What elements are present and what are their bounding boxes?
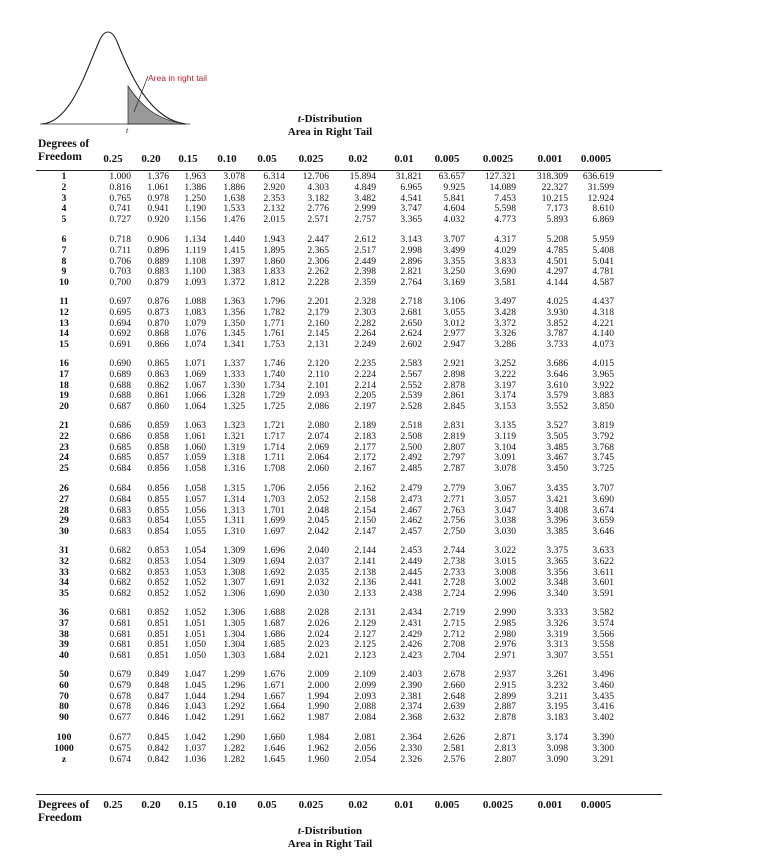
critical-values-col-3: 1.309 1.309 1.308 1.307 1.306 [223, 545, 245, 600]
footer-alpha-0: 0.25 [103, 799, 123, 811]
critical-values-col-8: 2.626 2.581 2.576 [443, 732, 465, 765]
dof-header-label: Degrees of Freedom [38, 138, 90, 163]
critical-values-col-11: 3.496 3.460 3.435 3.416 3.402 [592, 669, 614, 724]
footer-alpha-4: 0.05 [257, 799, 277, 811]
critical-values-col-7: 3.143 2.998 2.896 2.821 2.764 [400, 234, 422, 289]
header-alpha-6: 0.02 [348, 153, 368, 165]
dof-values: 16 17 18 19 20 [59, 358, 69, 413]
critical-values-col-3: 1.363 1.356 1.350 1.345 1.341 [223, 296, 245, 351]
critical-values-col-0: 0.684 0.684 0.683 0.683 0.683 [109, 483, 131, 538]
critical-values-col-4: 1.660 1.646 1.645 [263, 732, 285, 765]
header-alpha-4: 0.05 [257, 153, 277, 165]
critical-values-col-6: 2.612 2.517 2.449 2.398 2.359 [354, 234, 376, 289]
critical-values-col-9: 3.497 3.428 3.372 3.326 3.286 [494, 296, 516, 351]
critical-values-col-2: 1.054 1.054 1.053 1.052 1.052 [184, 545, 206, 600]
critical-values-col-1: 0.906 0.896 0.889 0.883 0.879 [147, 234, 169, 289]
critical-values-col-9: 127.321 14.089 7.453 5.598 4.773 [484, 171, 516, 226]
footer-dist-symbol: t [297, 825, 301, 837]
critical-values-col-11: 4.437 4.318 4.221 4.140 4.073 [592, 296, 614, 351]
critical-values-col-7: 2.518 2.508 2.500 2.492 2.485 [400, 420, 422, 475]
critical-values-col-0: 0.690 0.689 0.688 0.688 0.687 [109, 358, 131, 413]
critical-values-col-5: 2.447 2.365 2.306 2.262 2.228 [307, 234, 329, 289]
header-alpha-3: 0.10 [217, 153, 237, 165]
critical-values-col-3: 1.315 1.314 1.313 1.311 1.310 [223, 483, 245, 538]
critical-values-col-11: 3.390 3.300 3.291 [592, 732, 614, 765]
critical-values-col-5: 12.706 4.303 3.182 2.776 2.571 [302, 171, 329, 226]
dof-values: 100 1000 z [54, 732, 74, 765]
footer-alpha-6: 0.02 [348, 799, 368, 811]
critical-values-col-10: 4.025 3.930 3.852 3.787 3.733 [546, 296, 568, 351]
critical-values-col-0: 0.682 0.682 0.682 0.682 0.682 [109, 545, 131, 600]
critical-values-col-4: 1.676 1.671 1.667 1.664 1.662 [263, 669, 285, 724]
critical-values-col-7: 31.821 6.965 4.541 3.747 3.365 [395, 171, 422, 226]
table-footer-title [0, 825, 660, 851]
critical-values-col-8: 2.921 2.898 2.878 2.861 2.845 [443, 358, 465, 413]
critical-values-col-8: 2.744 2.738 2.733 2.728 2.724 [443, 545, 465, 600]
critical-values-col-3: 1.306 1.305 1.304 1.304 1.303 [223, 607, 245, 662]
critical-values-col-8: 2.719 2.715 2.712 2.708 2.704 [443, 607, 465, 662]
critical-values-col-2: 1.047 1.045 1.044 1.043 1.042 [184, 669, 206, 724]
critical-values-col-11: 3.582 3.574 3.566 3.558 3.551 [592, 607, 614, 662]
critical-values-col-11: 636.619 31.599 12.924 8.610 6.869 [582, 171, 614, 226]
critical-values-col-7: 2.453 2.449 2.445 2.441 2.438 [400, 545, 422, 600]
critical-values-col-7: 2.434 2.431 2.429 2.426 2.423 [400, 607, 422, 662]
critical-values-col-8: 2.831 2.819 2.807 2.797 2.787 [443, 420, 465, 475]
critical-values-col-3: 1.337 1.333 1.330 1.328 1.325 [223, 358, 245, 413]
critical-values-col-2: 1.134 1.119 1.108 1.100 1.093 [184, 234, 206, 289]
dist-symbol: t [297, 113, 301, 125]
header-alpha-2: 0.15 [178, 153, 198, 165]
critical-values-col-5: 2.056 2.052 2.048 2.045 2.042 [307, 483, 329, 538]
critical-values-col-2: 1.063 1.061 1.060 1.059 1.058 [184, 420, 206, 475]
critical-values-col-7: 2.364 2.330 2.326 [400, 732, 422, 765]
critical-values-col-9: 2.990 2.985 2.980 2.976 2.971 [494, 607, 516, 662]
critical-values-col-5: 2.201 2.179 2.160 2.145 2.131 [307, 296, 329, 351]
critical-values-col-1: 1.376 1.061 0.978 0.941 0.920 [147, 171, 169, 226]
critical-values-col-0: 0.681 0.681 0.681 0.681 0.681 [109, 607, 131, 662]
critical-values-col-6: 2.109 2.099 2.093 2.088 2.084 [354, 669, 376, 724]
dof-values: 1 2 3 4 5 [61, 171, 67, 226]
critical-values-col-4: 1.746 1.740 1.734 1.729 1.725 [263, 358, 285, 413]
critical-values-col-11: 3.819 3.792 3.768 3.745 3.725 [592, 420, 614, 475]
critical-values-col-2: 1.963 1.386 1.250 1.190 1.156 [184, 171, 206, 226]
footer-alpha-8: 0.005 [434, 799, 460, 811]
critical-values-col-1: 0.856 0.855 0.855 0.854 0.854 [147, 483, 169, 538]
critical-values-col-11: 4.015 3.965 3.922 3.883 3.850 [592, 358, 614, 413]
critical-values-col-6: 2.189 2.183 2.177 2.172 2.167 [354, 420, 376, 475]
critical-values-col-4: 1.796 1.782 1.771 1.761 1.753 [263, 296, 285, 351]
critical-values-col-4: 1.706 1.703 1.701 1.699 1.697 [263, 483, 285, 538]
critical-values-col-5: 1.984 1.962 1.960 [307, 732, 329, 765]
critical-values-col-6: 2.235 2.224 2.214 2.205 2.197 [354, 358, 376, 413]
table-subtitle: Area in Right Tail [287, 126, 373, 138]
header-alpha-10: 0.001 [537, 153, 563, 165]
critical-values-col-1: 0.865 0.863 0.862 0.861 0.860 [147, 358, 169, 413]
critical-values-col-8: 63.657 9.925 5.841 4.604 4.032 [438, 171, 465, 226]
critical-values-col-6: 2.162 2.158 2.154 2.150 2.147 [354, 483, 376, 538]
critical-values-col-8: 3.707 3.499 3.355 3.250 3.169 [443, 234, 465, 289]
dof-values: 36 37 38 39 40 [59, 607, 69, 662]
critical-values-col-10: 5.208 4.785 4.501 4.297 4.144 [546, 234, 568, 289]
critical-values-col-1: 0.849 0.848 0.847 0.846 0.846 [147, 669, 169, 724]
critical-values-col-10: 3.333 3.326 3.319 3.313 3.307 [546, 607, 568, 662]
critical-values-col-4: 6.314 2.920 2.353 2.132 2.015 [263, 171, 285, 226]
footer-alpha-5: 0.025 [298, 799, 324, 811]
critical-values-col-8: 2.678 2.660 2.648 2.639 2.632 [443, 669, 465, 724]
critical-values-col-0: 0.679 0.679 0.678 0.678 0.677 [109, 669, 131, 724]
header-alpha-9: 0.0025 [482, 153, 514, 165]
critical-values-col-0: 0.677 0.675 0.674 [109, 732, 131, 765]
critical-values-col-9: 2.937 2.915 2.899 2.887 2.878 [494, 669, 516, 724]
critical-values-col-0: 1.000 0.816 0.765 0.741 0.727 [109, 171, 131, 226]
critical-values-col-3: 3.078 1.886 1.638 1.533 1.476 [223, 171, 245, 226]
critical-values-col-11: 3.707 3.690 3.674 3.659 3.646 [592, 483, 614, 538]
critical-values-col-1: 0.876 0.873 0.870 0.868 0.866 [147, 296, 169, 351]
critical-values-col-11: 3.633 3.622 3.611 3.601 3.591 [592, 545, 614, 600]
critical-values-col-2: 1.088 1.083 1.079 1.076 1.074 [184, 296, 206, 351]
dof-values: 6 7 8 9 10 [59, 234, 69, 289]
critical-values-col-7: 2.583 2.567 2.552 2.539 2.528 [400, 358, 422, 413]
critical-values-col-8: 3.106 3.055 3.012 2.977 2.947 [443, 296, 465, 351]
critical-values-col-10: 318.309 22.327 10.215 7.173 5.893 [536, 171, 568, 226]
footer-alpha-9: 0.0025 [482, 799, 514, 811]
header-alpha-11: 0.0005 [580, 153, 612, 165]
critical-values-col-10: 3.435 3.421 3.408 3.396 3.385 [546, 483, 568, 538]
critical-values-col-9: 2.871 2.813 2.807 [494, 732, 516, 765]
area-label: Area in right tail [148, 73, 208, 83]
t-label: t [126, 126, 129, 135]
critical-values-col-3: 1.440 1.415 1.397 1.383 1.372 [223, 234, 245, 289]
critical-values-col-0: 0.718 0.711 0.706 0.703 0.700 [109, 234, 131, 289]
critical-values-col-1: 0.859 0.858 0.858 0.857 0.856 [147, 420, 169, 475]
footer-alpha-2: 0.15 [178, 799, 198, 811]
critical-values-col-3: 1.290 1.282 1.282 [223, 732, 245, 765]
critical-values-col-6: 2.131 2.129 2.127 2.125 2.123 [354, 607, 376, 662]
critical-values-col-5: 2.028 2.026 2.024 2.023 2.021 [307, 607, 329, 662]
critical-values-col-2: 1.058 1.057 1.056 1.055 1.055 [184, 483, 206, 538]
critical-values-col-7: 2.479 2.473 2.467 2.462 2.457 [400, 483, 422, 538]
critical-values-col-4: 1.943 1.895 1.860 1.833 1.812 [263, 234, 285, 289]
critical-values-col-6: 2.081 2.056 2.054 [354, 732, 376, 765]
critical-values-col-5: 2.120 2.110 2.101 2.093 2.086 [307, 358, 329, 413]
critical-values-col-10: 3.174 3.098 3.090 [546, 732, 568, 765]
header-alpha-1: 0.20 [141, 153, 161, 165]
critical-values-col-7: 2.718 2.681 2.650 2.624 2.602 [400, 296, 422, 351]
critical-values-col-4: 1.721 1.717 1.714 1.711 1.708 [263, 420, 285, 475]
dist-name: -Distribution [300, 113, 363, 125]
critical-values-col-0: 0.697 0.695 0.694 0.692 0.691 [109, 296, 131, 351]
header-alpha-8: 0.005 [434, 153, 460, 165]
critical-values-col-7: 2.403 2.390 2.381 2.374 2.368 [400, 669, 422, 724]
header-alpha-0: 0.25 [103, 153, 123, 165]
critical-values-col-10: 3.375 3.365 3.356 3.348 3.340 [546, 545, 568, 600]
critical-values-col-0: 0.686 0.686 0.685 0.685 0.684 [109, 420, 131, 475]
dof-values: 31 32 33 34 35 [59, 545, 69, 600]
header-alpha-5: 0.025 [298, 153, 324, 165]
critical-values-col-9: 4.317 4.029 3.833 3.690 3.581 [494, 234, 516, 289]
footer-alpha-3: 0.10 [217, 799, 237, 811]
dof-values: 50 60 70 80 90 [59, 669, 69, 724]
critical-values-col-9: 3.067 3.057 3.047 3.038 3.030 [494, 483, 516, 538]
footer-alpha-1: 0.20 [141, 799, 161, 811]
footer-subtitle: Area in Right Tail [287, 838, 373, 850]
critical-values-col-8: 2.779 2.771 2.763 2.756 2.750 [443, 483, 465, 538]
critical-values-col-6: 2.328 2.303 2.282 2.264 2.249 [354, 296, 376, 351]
dof-footer-label: Degrees of Freedom [38, 799, 90, 824]
critical-values-col-10: 3.527 3.505 3.485 3.467 3.450 [546, 420, 568, 475]
critical-values-col-5: 2.040 2.037 2.035 2.032 2.030 [307, 545, 329, 600]
footer-rule [36, 794, 662, 795]
critical-values-col-2: 1.071 1.069 1.067 1.066 1.064 [184, 358, 206, 413]
critical-values-col-6: 15.894 4.849 3.482 2.999 2.757 [349, 171, 376, 226]
critical-values-col-5: 2.080 2.074 2.069 2.064 2.060 [307, 420, 329, 475]
critical-values-col-9: 3.252 3.222 3.197 3.174 3.153 [494, 358, 516, 413]
critical-values-col-1: 0.852 0.851 0.851 0.851 0.851 [147, 607, 169, 662]
critical-values-col-11: 5.959 5.408 5.041 4.781 4.587 [592, 234, 614, 289]
critical-values-col-3: 1.299 1.296 1.294 1.292 1.291 [223, 669, 245, 724]
footer-alpha-11: 0.0005 [580, 799, 612, 811]
footer-alpha-10: 0.001 [537, 799, 563, 811]
dof-values: 11 12 13 14 15 [59, 296, 69, 351]
critical-values-col-4: 1.688 1.687 1.686 1.685 1.684 [263, 607, 285, 662]
dof-values: 26 27 28 29 30 [59, 483, 69, 538]
critical-values-col-3: 1.323 1.321 1.319 1.318 1.316 [223, 420, 245, 475]
critical-values-col-2: 1.052 1.051 1.051 1.050 1.050 [184, 607, 206, 662]
critical-values-col-1: 0.853 0.853 0.853 0.852 0.852 [147, 545, 169, 600]
critical-values-col-1: 0.845 0.842 0.842 [147, 732, 169, 765]
footer-dist-name: -Distribution [300, 825, 363, 837]
critical-values-col-4: 1.696 1.694 1.692 1.691 1.690 [263, 545, 285, 600]
critical-values-col-2: 1.042 1.037 1.036 [184, 732, 206, 765]
header-alpha-7: 0.01 [394, 153, 414, 165]
dof-values: 21 22 23 24 25 [59, 420, 69, 475]
critical-values-col-10: 3.686 3.646 3.610 3.579 3.552 [546, 358, 568, 413]
footer-alpha-7: 0.01 [394, 799, 414, 811]
critical-values-col-9: 3.022 3.015 3.008 3.002 2.996 [494, 545, 516, 600]
critical-values-col-6: 2.144 2.141 2.138 2.136 2.133 [354, 545, 376, 600]
critical-values-col-9: 3.135 3.119 3.104 3.091 3.078 [494, 420, 516, 475]
critical-values-col-5: 2.009 2.000 1.994 1.990 1.987 [307, 669, 329, 724]
critical-values-col-10: 3.261 3.232 3.211 3.195 3.183 [546, 669, 568, 724]
